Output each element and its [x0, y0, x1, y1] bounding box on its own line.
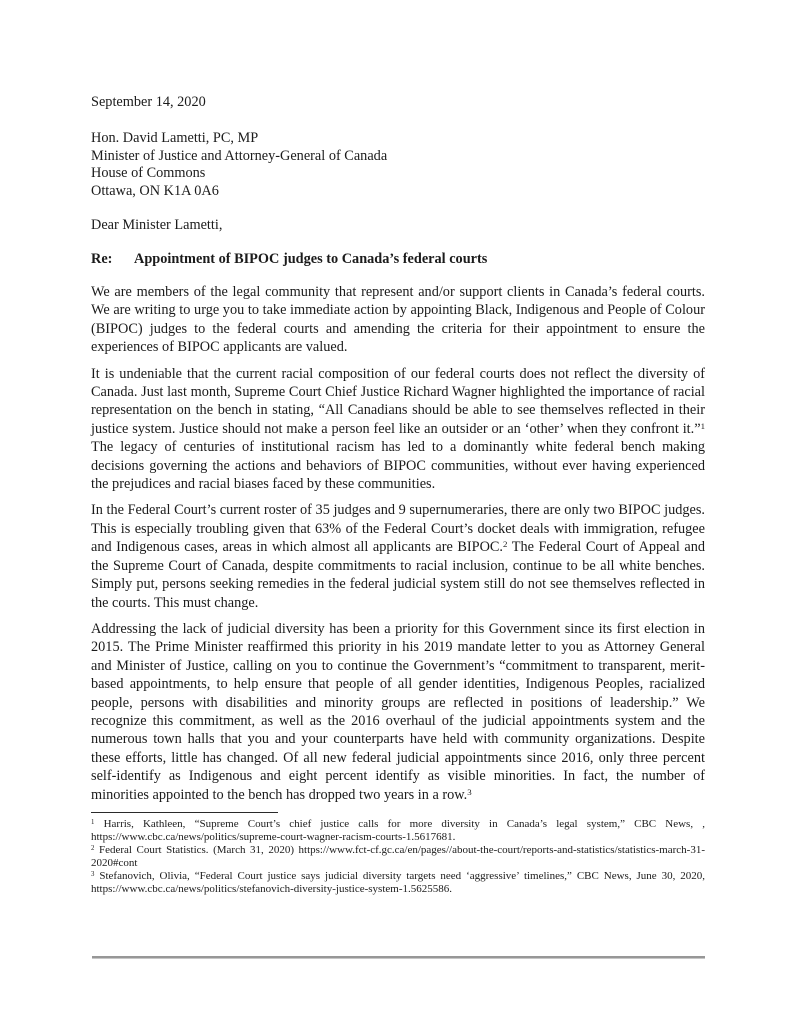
- footnote-text: Federal Court Statistics. (March 31, 2020) https://www.fct-cf.gc.ca/en/pages//about-the-court/reports-and-statistics/statistics-march-31-2020#cont: [91, 843, 705, 869]
- footnote-2: [91, 844, 705, 870]
- body-paragraph-3: [91, 501, 705, 611]
- recipient-address-block: [91, 130, 705, 200]
- paragraph-text: The Federal Court of Appeal and the Supreme Court of Canada, despite commitments to racial inclusion, continue to be all white benches. Simply put, persons seeking remedies in the federal judicial system still do not see themselves reflected in the courts. This must change.: [91, 539, 705, 611]
- body-paragraph-2: [91, 365, 705, 494]
- letter-date: September 14, 2020: [91, 94, 206, 110]
- recipient-title: Minister of Justice and Attorney-General of Canada: [91, 147, 388, 164]
- re-subject: Appointment of BIPOC judges to Canada’s federal courts: [134, 251, 488, 267]
- letter-content: [91, 93, 705, 896]
- footnote-ref-1: 1: [700, 420, 705, 431]
- footnote-text: Harris, Kathleen, “Supreme Court’s chief justice calls for more diversity in Canada’s legal system,” CBC News, , https://www.cbc.ca/news/politics/supreme-court-wagner-racism-courts-1.5617681.: [91, 817, 706, 843]
- paragraph-text: Addressing the lack of judicial diversity has been a priority for this Government since its first election in 2015. The Prime Minister reaffirmed this priority in his 2019 mandate letter to you as Attorney General and Minister of Justice, calling on you to continue the Government’s “commitment to transparent, merit-based appointments, to help ensure that people of all gender identities, Indigenous Peoples, racialized people, persons with disabilities and minority groups are reflected in positions of leadership.” We recognize this commitment, as well as the 2016 overhaul of the judicial appointments system and the numerous town halls that you and your counterparts have held with community organizations. Despite these efforts, little has changed. Of all new federal judicial appointments since 2016, only three percent self-identify as Indigenous and eight percent identify as visible minorities. In fact, the number of minorities appointed to the bench has dropped two years in a row.: [91, 620, 705, 803]
- footnote-3: [91, 870, 705, 896]
- subject-line: [91, 250, 705, 268]
- re-label: Re:: [91, 251, 113, 267]
- recipient-city: Ottawa, ON K1A 0A6: [91, 182, 219, 199]
- body-paragraph-4: [91, 620, 705, 804]
- body-paragraph-1: [91, 283, 705, 357]
- footnote-ref-2: 2: [503, 539, 508, 550]
- paragraph-text: We are members of the legal community that represent and/or support clients in Canada’s federal courts. We are writing to urge you to take immediate action by appointing Black, Indigenous and People of Colour (BIPOC) judges to the federal courts and amending the criteria for their appointment to ensure the experiences of BIPOC applicants are valued.: [91, 284, 705, 356]
- paragraph-text: The legacy of centuries of institutional racism has led to a dominantly white federal bench making decisions governing the actions and behaviors of BIPOC communities, without ever having experienced the prejudices and racial biases faced by these communities.: [91, 439, 705, 493]
- recipient-institution: House of Commons: [91, 165, 206, 181]
- footnote-marker-1: 1: [91, 818, 95, 826]
- paragraph-text: It is undeniable that the current racial composition of our federal courts does not reflect the diversity of Canada. Just last month, Supreme Court Chief Justice Richard Wagner highlighted the importance of racial representation on the bench in stating, “All Canadians should be able to see themselves reflected in their justice system. Justice should not make a person feel like an outsider or an ‘other’ when they confront it.”: [91, 365, 705, 437]
- footnote-marker-2: 2: [91, 844, 95, 852]
- footnote-marker-3: 3: [91, 870, 95, 878]
- footnotes-block: [91, 818, 705, 896]
- salutation: Dear Minister Lametti,: [91, 217, 223, 233]
- footnote-separator: [91, 812, 278, 813]
- footnote-ref-3: 3: [467, 786, 472, 797]
- recipient-name: Hon. David Lametti, PC, MP: [91, 130, 259, 146]
- footnote-1: [91, 818, 705, 844]
- footer-rule: [92, 956, 705, 959]
- paragraph-text: In the Federal Court’s current roster of 35 judges and 9 supernumeraries, there are only two BIPOC judges. This is especially troubling given that 63% of the Federal Court’s docket deals with immigration, refugee and Indigenous cases, areas in which almost all applicants are BIPOC.: [91, 502, 705, 556]
- footnote-text: Stefanovich, Olivia, “Federal Court justice says judicial diversity targets need ‘aggressive’ timelines,” CBC News, June 30, 2020, https://www.cbc.ca/news/politics/stefanovich-diversity-justice-system-1.5625586.: [91, 869, 706, 895]
